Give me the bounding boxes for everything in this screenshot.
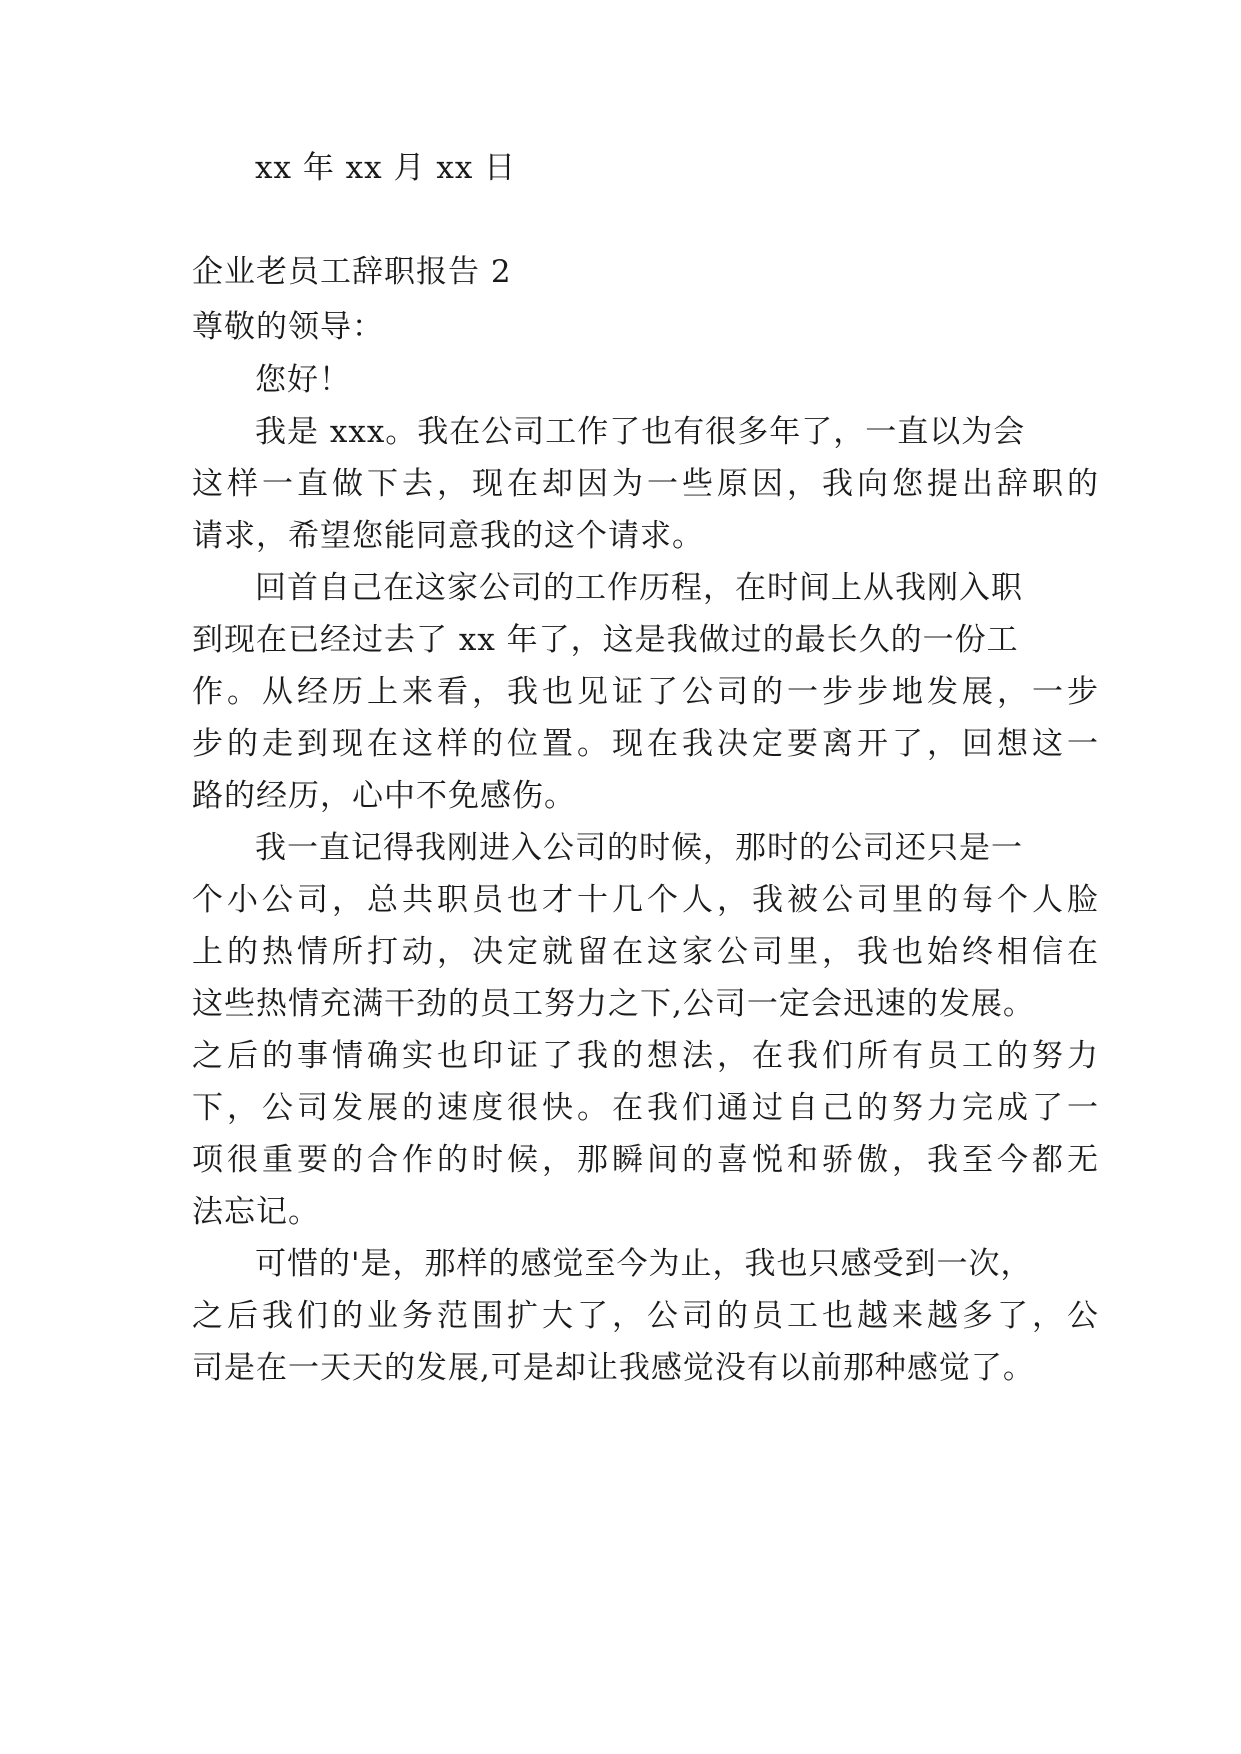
- paragraph-line: 法忘记。: [192, 1194, 320, 1230]
- paragraph-line: 个小公司，总共职员也才十几个人，我被公司里的每个人脸: [192, 882, 1102, 918]
- paragraph-line: 我是 xxx。我在公司工作了也有很多年了，一直以为会: [255, 414, 1026, 450]
- paragraph-line: 作。从经历上来看，我也见证了公司的一步步地发展，一步: [192, 674, 1102, 710]
- paragraph-line: 之后的事情确实也印证了我的想法，在我们所有员工的努力: [192, 1038, 1102, 1074]
- paragraph-line: 这样一直做下去，现在却因为一些原因，我向您提出辞职的: [192, 466, 1102, 502]
- paragraph-line: 到现在已经过去了 xx 年了，这是我做过的最长久的一份工: [192, 622, 1019, 658]
- paragraph-line: 之后我们的业务范围扩大了，公司的员工也越来越多了，公: [192, 1298, 1102, 1334]
- paragraph-line: 路的经历，心中不免感伤。: [192, 778, 576, 814]
- paragraph-line: 步的走到现在这样的位置。现在我决定要离开了，回想这一: [192, 726, 1102, 762]
- document-title: 企业老员工辞职报告 2: [192, 254, 512, 290]
- paragraph-line: 项很重要的合作的时候，那瞬间的喜悦和骄傲，我至今都无: [192, 1142, 1102, 1178]
- paragraph-line: 这些热情充满干劲的员工努力之下,公司一定会迅速的发展。: [192, 986, 1035, 1022]
- paragraph-line: 请求，希望您能同意我的这个请求。: [192, 518, 704, 554]
- date-line: xx 年 xx 月 xx 日: [255, 150, 517, 186]
- salutation: 尊敬的领导：: [192, 309, 384, 345]
- paragraph-line: 可惜的'是，那样的感觉至今为止，我也只感受到一次，: [255, 1246, 1033, 1282]
- paragraph-line: 下，公司发展的速度很快。在我们通过自己的努力完成了一: [192, 1090, 1102, 1126]
- greeting: 您好！: [255, 362, 351, 398]
- paragraph-line: 司是在一天天的发展,可是却让我感觉没有以前那种感觉了。: [192, 1350, 1035, 1386]
- paragraph-line: 我一直记得我刚进入公司的时候，那时的公司还只是一: [255, 830, 1023, 866]
- paragraph-line: 回首自己在这家公司的工作历程，在时间上从我刚入职: [255, 570, 1023, 606]
- paragraph-line: 上的热情所打动，决定就留在这家公司里，我也始终相信在: [192, 934, 1102, 970]
